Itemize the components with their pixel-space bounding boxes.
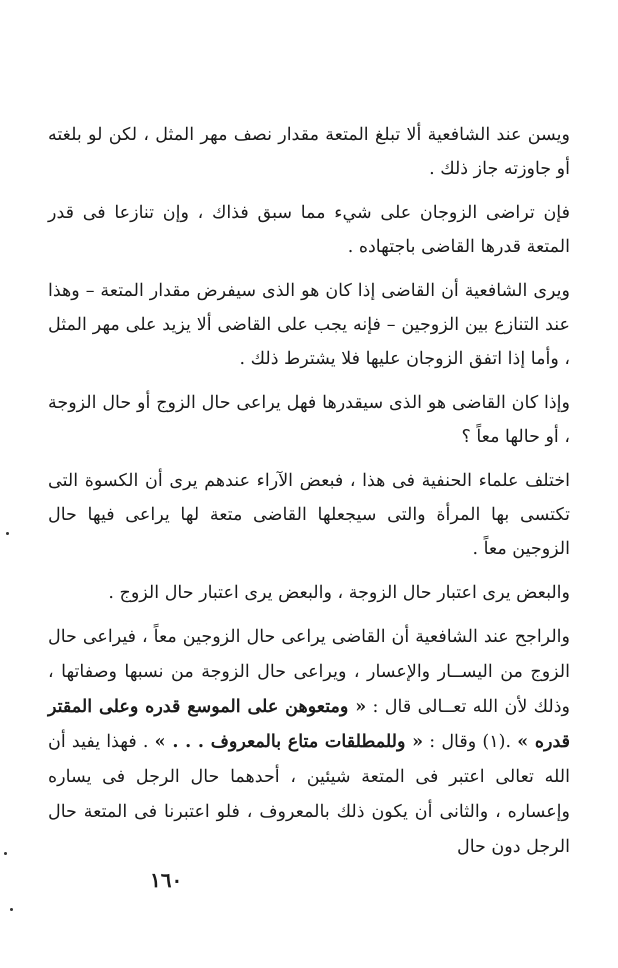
paragraph-7-text-c: . فهذا يفيد أن الله تعالى اعتبر فى المتعة شيئين ، أحدهما حال الرجل فى يساره وإعساره ، والثانى أن يكون ذلك بالمعروف ، فلو اعتبرنا فى المتعة حال الرجل دون حال — [48, 732, 570, 857]
paragraph-4: وإذا كان القاضى هو الذى سيقدرها فهل يراعى حال الزوج أو حال الزوجة ، أو حالها معاً ؟ — [48, 393, 570, 447]
scan-speck — [6, 532, 9, 535]
quran-quote-2: « وللمطلقات متاع بالمعروف . . . » — [154, 732, 424, 752]
paragraph-7-text-a: والراجح عند الشافعية أن القاضى يراعى حال الزوجين معاً ، فيراعى حال الزوج من اليســار والإعسار ، ويراعى حال الزوجة من نسبها وصفاتها ، وذلك لأن الله تعــالى قال : — [48, 627, 571, 717]
page-number: ١٦٠ — [150, 868, 183, 892]
quran-quote-1: « ومتعوهن على الموسع قدره وعلى المقتر قدره » — [48, 697, 571, 752]
scan-speck — [4, 852, 7, 855]
paragraph-2: فإن تراضى الزوجان على شيء مما سبق فذاك ، وإن تنازعا فى قدر المتعة قدرها القاضى باجتهاده . — [48, 203, 570, 257]
paragraph-3: ويرى الشافعية أن القاضى إذا كان هو الذى سيفرض مقدار المتعة – وهذا عند التنازع بين الزوجين – فإنه يجب على القاضى ألا يزيد على مهر المثل ، وأما إذا اتفق الزوجان عليها فلا يشترط ذلك . — [48, 281, 570, 369]
paragraph-7-text-b: .(١) وقال : — [423, 732, 518, 752]
scan-speck — [10, 908, 13, 911]
paragraph-6: والبعض يرى اعتبار حال الزوجة ، والبعض يرى اعتبار حال الزوج . — [108, 583, 570, 603]
paragraph-1: ويسن عند الشافعية ألا تبلغ المتعة مقدار نصف مهر المثل ، لكن لو بلغته أو جاوزته جاز ذلك . — [48, 125, 570, 179]
paragraph-5: اختلف علماء الحنفية فى هذا ، فبعض الآراء عندهم يرى أن الكسوة التى تكتسى بها المرأة والتى سيجعلها القاضى متعة لها يراعى فيها حال الزوجين معاً . — [48, 471, 570, 559]
body-text — [48, 118, 570, 875]
paragraph-7 — [48, 620, 570, 865]
